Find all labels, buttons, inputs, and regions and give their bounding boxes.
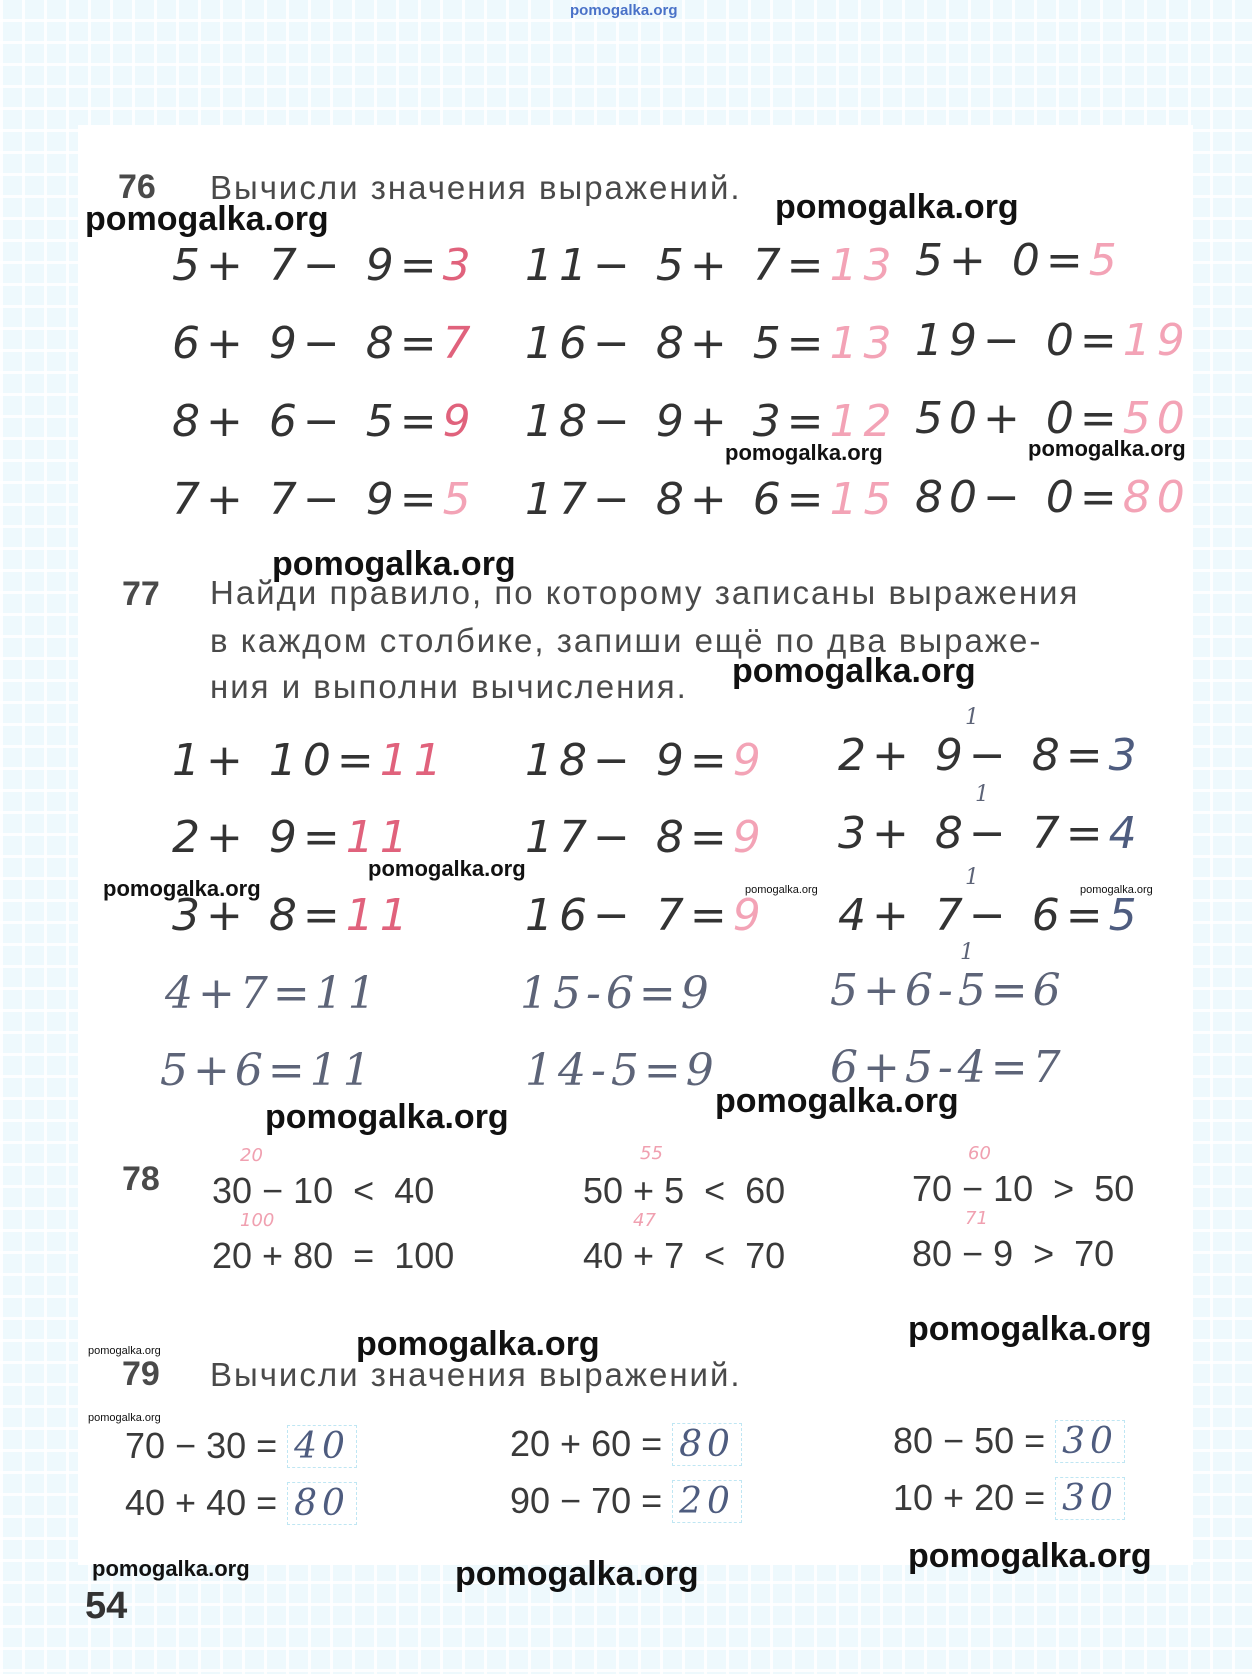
expression: 70 − 30 = 40: [125, 1425, 357, 1468]
note: 20: [240, 1145, 263, 1166]
watermark: pomogalka.org: [88, 1412, 161, 1424]
carry-mark: 1: [975, 782, 989, 807]
task-77-instruction-line-1: Найди правило, по которому записаны выражения: [210, 574, 1080, 611]
handwritten-expression: 5+6-5=6: [830, 965, 1066, 1016]
task-number-78: 78: [122, 1160, 160, 1198]
expression: 10 + 20 = 30: [893, 1477, 1125, 1520]
page-number: 54: [85, 1585, 128, 1627]
task-number-79: 79: [122, 1355, 160, 1393]
watermark: pomogalka.org: [368, 856, 526, 881]
watermark: pomogalka.org: [715, 1082, 959, 1120]
watermark: pomogalka.org: [908, 1537, 1152, 1575]
task-79-instruction: Вычисли значения выражений.: [210, 1356, 742, 1393]
carry-mark: 1: [965, 705, 979, 730]
handwritten-expression: 6+5-4=7: [830, 1042, 1066, 1093]
watermark: pomogalka.org: [725, 440, 883, 465]
task-76-instruction: Вычисли значения выражений.: [210, 169, 742, 206]
expression: 3+ 8− 7=4: [838, 808, 1143, 859]
watermark: pomogalka.org: [1028, 436, 1186, 461]
watermark: pomogalka.org: [745, 884, 818, 896]
expression: 3+ 8=11: [172, 890, 414, 941]
carry-mark: 1: [965, 865, 979, 890]
expression: 17− 8=9: [525, 812, 767, 863]
task-77-instruction-line-2: в каждом столбике, запиши ещё по два выраже-: [210, 622, 1043, 659]
comparison: 20 + 80 = 100: [212, 1235, 455, 1276]
note: 71: [965, 1208, 988, 1229]
note: 100: [240, 1210, 275, 1231]
expression: 6+ 9− 8=7: [172, 318, 477, 369]
expression: 2+ 9− 8=3: [838, 730, 1143, 781]
expression: 19− 0=19: [915, 315, 1191, 366]
expression: 16− 7=9: [525, 890, 767, 941]
watermark: pomogalka.org: [92, 1556, 250, 1581]
task-77-instruction-line-3: ния и выполни вычисления.: [210, 668, 688, 705]
note: 55: [640, 1143, 663, 1164]
carry-mark: 1: [960, 940, 974, 965]
watermark: pomogalka.org: [356, 1325, 600, 1363]
expression: 50+ 0=50: [915, 393, 1191, 444]
comparison: 30 − 10 < 40: [212, 1170, 435, 1211]
note: 60: [968, 1143, 991, 1164]
expression: 90 − 70 = 20: [510, 1480, 742, 1523]
comparison: 50 + 5 < 60: [583, 1170, 786, 1211]
expression: 5+ 7− 9=3: [172, 240, 477, 291]
note: 47: [633, 1210, 656, 1231]
expression: 8+ 6− 5=9: [172, 396, 477, 447]
watermark: pomogalka.org: [103, 876, 261, 901]
watermark: pomogalka.org: [1080, 884, 1153, 896]
expression: 2+ 9=11: [172, 812, 414, 863]
comparison: 70 − 10 > 50: [912, 1168, 1135, 1209]
handwritten-expression: 4+7=11: [165, 968, 381, 1019]
expression: 4+ 7− 6=5: [838, 890, 1143, 941]
expression: 80 − 50 = 30: [893, 1420, 1125, 1463]
comparison: 80 − 9 > 70: [912, 1233, 1115, 1274]
expression: 16− 8+ 5=13: [525, 318, 898, 369]
watermark: pomogalka.org: [455, 1555, 699, 1593]
watermark: pomogalka.org: [775, 188, 1019, 226]
expression: 1+ 10=11: [172, 735, 448, 786]
expression: 40 + 40 = 80: [125, 1482, 357, 1525]
expression: 80− 0=80: [915, 472, 1191, 523]
handwritten-expression: 5+6=11: [160, 1045, 376, 1096]
header-watermark: pomogalka.org: [570, 2, 678, 19]
watermark: pomogalka.org: [272, 545, 516, 583]
task-number-77: 77: [122, 575, 160, 613]
watermark: pomogalka.org: [88, 1345, 161, 1357]
handwritten-expression: 14-5=9: [525, 1045, 719, 1096]
expression: 7+ 7− 9=5: [172, 474, 477, 525]
comparison: 40 + 7 < 70: [583, 1235, 786, 1276]
watermark: pomogalka.org: [732, 652, 976, 690]
watermark: pomogalka.org: [908, 1310, 1152, 1348]
watermark: pomogalka.org: [265, 1098, 509, 1136]
expression: 5+ 0=5: [915, 235, 1123, 286]
expression: 18− 9=9: [525, 735, 767, 786]
expression: 20 + 60 = 80: [510, 1423, 742, 1466]
handwritten-expression: 15-6=9: [520, 968, 714, 1019]
expression: 17− 8+ 6=15: [525, 474, 898, 525]
expression: 11− 5+ 7=13: [525, 240, 898, 291]
expression: 18− 9+ 3=12: [525, 396, 898, 447]
task-number-76: 76: [118, 168, 156, 206]
watermark: pomogalka.org: [85, 200, 329, 238]
